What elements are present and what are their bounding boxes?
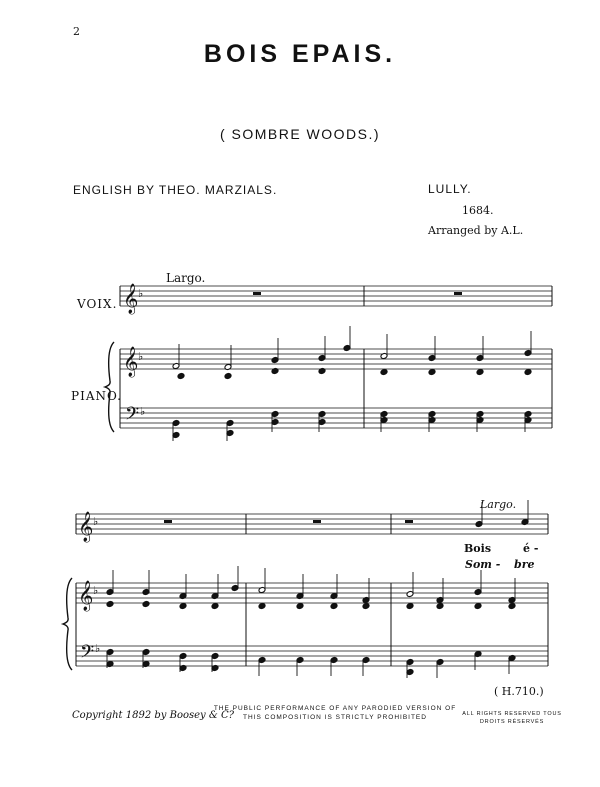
lyric-english-2: bre bbox=[514, 558, 535, 571]
chord-note bbox=[142, 601, 150, 608]
performance-notice: THE PUBLIC PERFORMANCE OF ANY PARODIED VERSION OF THIS COMPOSITION IS STRICTLY PROHIBITED bbox=[213, 705, 457, 721]
page-title: BOIS EPAIS. bbox=[203, 40, 397, 68]
plate-number: ( H.710.) bbox=[494, 685, 544, 698]
chord-note bbox=[258, 603, 266, 610]
chord-note bbox=[406, 603, 414, 610]
whole-rest-icon bbox=[313, 520, 321, 523]
chord-note bbox=[296, 603, 304, 610]
tempo-marking-system-1: Largo. bbox=[166, 271, 206, 285]
lyric-french-2: é - bbox=[523, 542, 539, 555]
piano-brace bbox=[105, 342, 114, 432]
flat-sign-icon: ♭ bbox=[93, 584, 99, 597]
arranger-credit: Arranged by A.L. bbox=[428, 224, 524, 237]
chord-note bbox=[474, 603, 482, 610]
chord-note bbox=[106, 601, 114, 608]
whole-rest-icon bbox=[454, 292, 462, 295]
lyric-french-1: Bois bbox=[464, 542, 492, 555]
page-subtitle: ( SOMBRE WOODS.) bbox=[219, 126, 381, 142]
chord-note bbox=[177, 373, 185, 380]
chord-note bbox=[436, 603, 444, 610]
page-number: 2 bbox=[73, 25, 80, 38]
chord-note bbox=[428, 369, 436, 376]
lyric-english-1: Som - bbox=[465, 558, 501, 571]
chord-note bbox=[476, 369, 484, 376]
rights-notice: ALL RIGHTS RESERVED TOUS DROITS RÉSERVÉS bbox=[462, 711, 562, 725]
bass-clef-icon: 𝄢 bbox=[80, 642, 95, 667]
whole-rest-icon bbox=[164, 520, 172, 523]
chord-note bbox=[224, 373, 232, 380]
bass-clef-icon: 𝄢 bbox=[125, 404, 140, 429]
score-layer bbox=[63, 283, 552, 678]
chord-note bbox=[524, 369, 532, 376]
flat-sign-icon: ♭ bbox=[140, 405, 146, 418]
flat-sign-icon: ♭ bbox=[95, 642, 101, 655]
flat-sign-icon: ♭ bbox=[138, 287, 144, 300]
flat-sign-icon: ♭ bbox=[93, 515, 99, 528]
whole-rest-icon bbox=[405, 520, 413, 523]
treble-clef-icon: 𝄞 bbox=[123, 347, 139, 377]
composition-year: 1684. bbox=[462, 204, 494, 217]
translator-credit: ENGLISH BY THEO. MARZIALS. bbox=[73, 183, 278, 197]
chord-note bbox=[362, 603, 370, 610]
chord-note bbox=[380, 369, 388, 376]
chord-note bbox=[330, 603, 338, 610]
treble-clef-icon: 𝄞 bbox=[123, 284, 139, 314]
treble-clef-icon: 𝄞 bbox=[78, 512, 94, 542]
whole-rest-icon bbox=[253, 292, 261, 295]
chord-note bbox=[179, 603, 187, 610]
piano-brace bbox=[63, 578, 72, 670]
treble-clef-icon: 𝄞 bbox=[78, 581, 94, 611]
composer-credit: LULLY. bbox=[428, 182, 472, 196]
chord-note bbox=[211, 603, 219, 610]
tempo-marking-system-2: Largo. bbox=[480, 498, 517, 511]
voice-staff-label: VOIX. bbox=[77, 297, 118, 311]
copyright-notice: Copyright 1892 by Boosey & C? bbox=[72, 710, 234, 721]
piano-staff-label: PIANO. bbox=[71, 389, 122, 403]
chord-note bbox=[508, 603, 516, 610]
flat-sign-icon: ♭ bbox=[138, 350, 144, 363]
